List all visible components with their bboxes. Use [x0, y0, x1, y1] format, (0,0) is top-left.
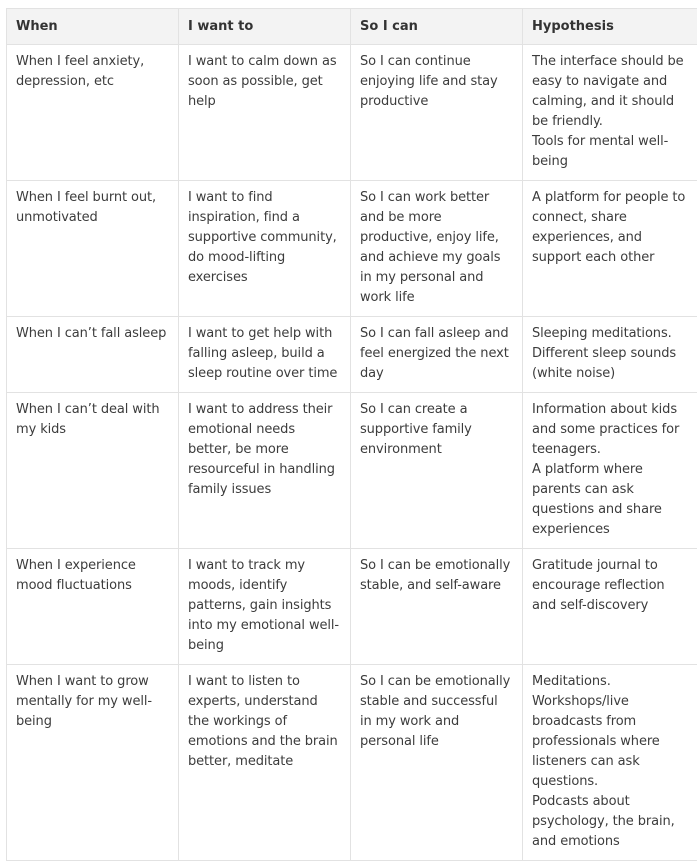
header-so-i-can: So I can — [351, 9, 523, 45]
cell-i-want-to: I want to track my moods, identify patterns, gain insights into my emotional well-being — [179, 549, 351, 665]
cell-i-want-to: I want to get help with falling asleep, build a sleep routine over time — [179, 317, 351, 393]
cell-when: When I can’t fall asleep — [7, 317, 179, 393]
cell-when: When I feel anxiety, depression, etc — [7, 45, 179, 181]
cell-when: When I want to grow mentally for my well-being — [7, 665, 179, 861]
header-i-want-to: I want to — [179, 9, 351, 45]
table-header-row — [7, 9, 697, 45]
cell-when: When I experience mood fluctuations — [7, 549, 179, 665]
cell-when: When I feel burnt out, unmotivated — [7, 181, 179, 317]
cell-i-want-to: I want to address their emotional needs better, be more resourceful in handling family issues — [179, 393, 351, 549]
cell-hypothesis: Sleeping meditations. Different sleep sounds (white noise) — [523, 317, 697, 393]
table-row — [7, 393, 697, 549]
cell-hypothesis: Information about kids and some practices for teenagers. A platform where parents can ask questions and share experiences — [523, 393, 697, 549]
cell-so-i-can: So I can create a supportive family environment — [351, 393, 523, 549]
cell-so-i-can: So I can work better and be more productive, enjoy life, and achieve my goals in my personal and work life — [351, 181, 523, 317]
header-hypothesis: Hypothesis — [523, 9, 697, 45]
cell-when: When I can’t deal with my kids — [7, 393, 179, 549]
cell-hypothesis: The interface should be easy to navigate and calming, and it should be friendly. Tools for mental well-being — [523, 45, 697, 181]
cell-i-want-to: I want to find inspiration, find a supportive community, do mood-lifting exercises — [179, 181, 351, 317]
table-row — [7, 549, 697, 665]
cell-i-want-to: I want to listen to experts, understand the workings of emotions and the brain better, meditate — [179, 665, 351, 861]
table-row — [7, 45, 697, 181]
cell-hypothesis: Gratitude journal to encourage reflection and self-discovery — [523, 549, 697, 665]
table-row — [7, 317, 697, 393]
header-when: When — [7, 9, 179, 45]
user-stories-table — [6, 8, 697, 861]
cell-hypothesis: A platform for people to connect, share experiences, and support each other — [523, 181, 697, 317]
cell-so-i-can: So I can continue enjoying life and stay productive — [351, 45, 523, 181]
cell-i-want-to: I want to calm down as soon as possible, get help — [179, 45, 351, 181]
table-row — [7, 181, 697, 317]
cell-so-i-can: So I can be emotionally stable and successful in my work and personal life — [351, 665, 523, 861]
cell-hypothesis: Meditations. Workshops/live broadcasts from professionals where listeners can ask questions. Podcasts about psychology, the brain, and emotions — [523, 665, 697, 861]
cell-so-i-can: So I can fall asleep and feel energized the next day — [351, 317, 523, 393]
cell-so-i-can: So I can be emotionally stable, and self-aware — [351, 549, 523, 665]
table-row — [7, 665, 697, 861]
